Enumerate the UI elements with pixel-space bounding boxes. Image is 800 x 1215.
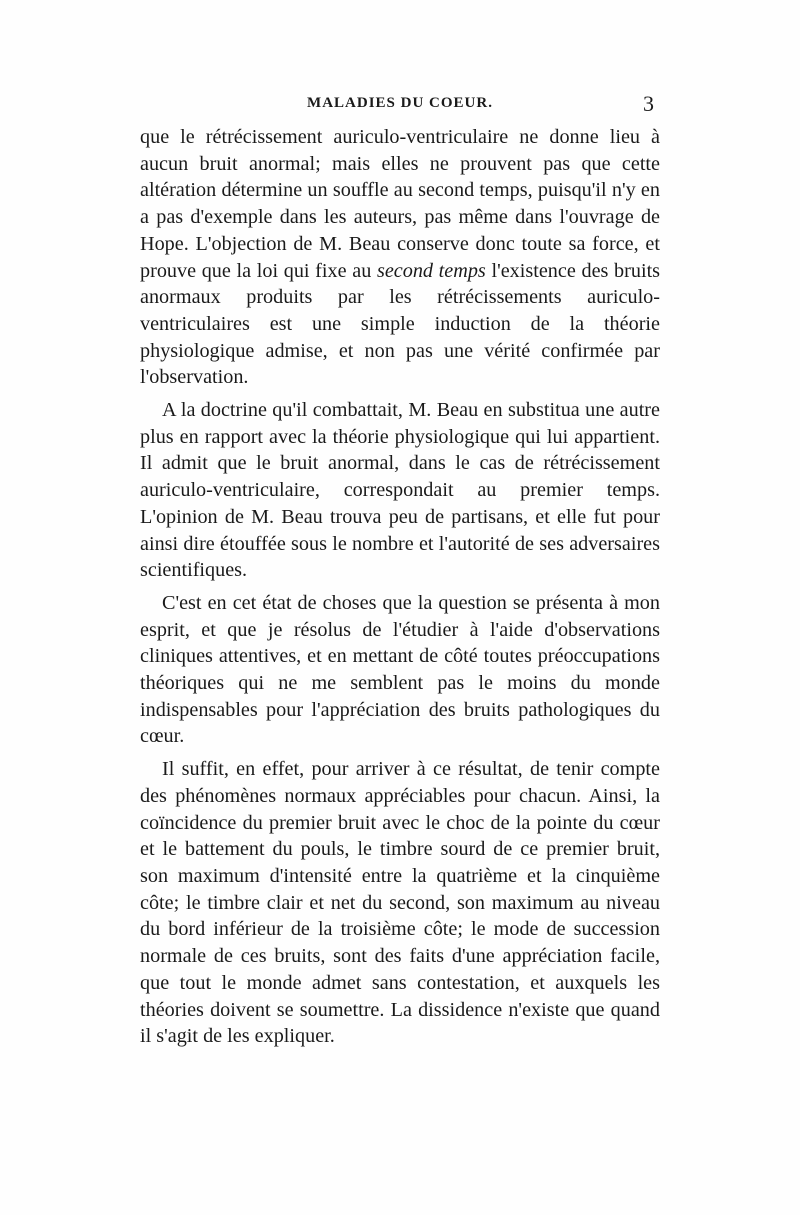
- paragraph-1-text: que le rétrécissement auriculo-ventriculaire ne donne lieu à aucun bruit anormal; mais elles ne prouvent pas que cette altération détermine un souffle au second temps, puisqu'il n'y en a pas d'exemple dans les auteurs, pas même dans l'ouvrage de Hope. L'objection de M. Beau conserve donc toute sa force, et prouve que la loi qui fixe au: [140, 126, 660, 282]
- page-number: 3: [643, 91, 654, 116]
- paragraph-1-end: l'existence des bruits anormaux produits par les rétrécissements auriculo-ventriculaires est une simple induction de la théorie physiologique admise, et non pas une vérité confirmée par l'observation.: [140, 259, 661, 389]
- paragraph-4: Il suffit, en effet, pour arriver à ce résultat, de tenir compte des phénomènes normaux appréciables pour chacun. Ainsi, la coïncidence du premier bruit avec le choc de la pointe du cœur et le battement du pouls, le timbre sourd de ce premier bruit, son maximum d'intensité entre la quatrième et la cinquième côte; le timbre clair et net du second, son maximum au niveau du bord inférieur de la troisième côte; le mode de succession normale de ces bruits, sont des faits d'une appréciation facile, que tout le monde admet sans contestation, et auxquels les théories doivent se soumettre. La dissidence n'existe que quand il s'agit de les expliquer.: [140, 758, 660, 1048]
- running-title: MALADIES DU COEUR.: [307, 95, 493, 111]
- paragraph-3: C'est en cet état de choses que la question se présenta à mon esprit, et que je résolus de l'étudier à l'aide d'observations cliniques attentives, et en mettant de côté toutes préoccupations théoriques qui ne me semblent pas le moins du monde indispensables pour l'appréciation des bruits pathologiques du cœur.: [140, 591, 660, 748]
- paragraph-1-italic: second temps: [376, 259, 486, 282]
- paragraph-1: [140, 124, 660, 391]
- running-head: [140, 91, 660, 119]
- paragraph-2: A la doctrine qu'il combattait, M. Beau en substitua une autre plus en rapport avec la théorie physiologique qui lui appartient. Il admit que le bruit anormal, dans le cas de rétrécissement auriculo-ventriculaire, correspondait au premier temps. L'opinion de M. Beau trouva peu de partisans, et elle fut pour ainsi dire étouffée sous le nombre et l'autorité de ses adversaires scientifiques.: [140, 399, 660, 582]
- body-text: [140, 124, 660, 1056]
